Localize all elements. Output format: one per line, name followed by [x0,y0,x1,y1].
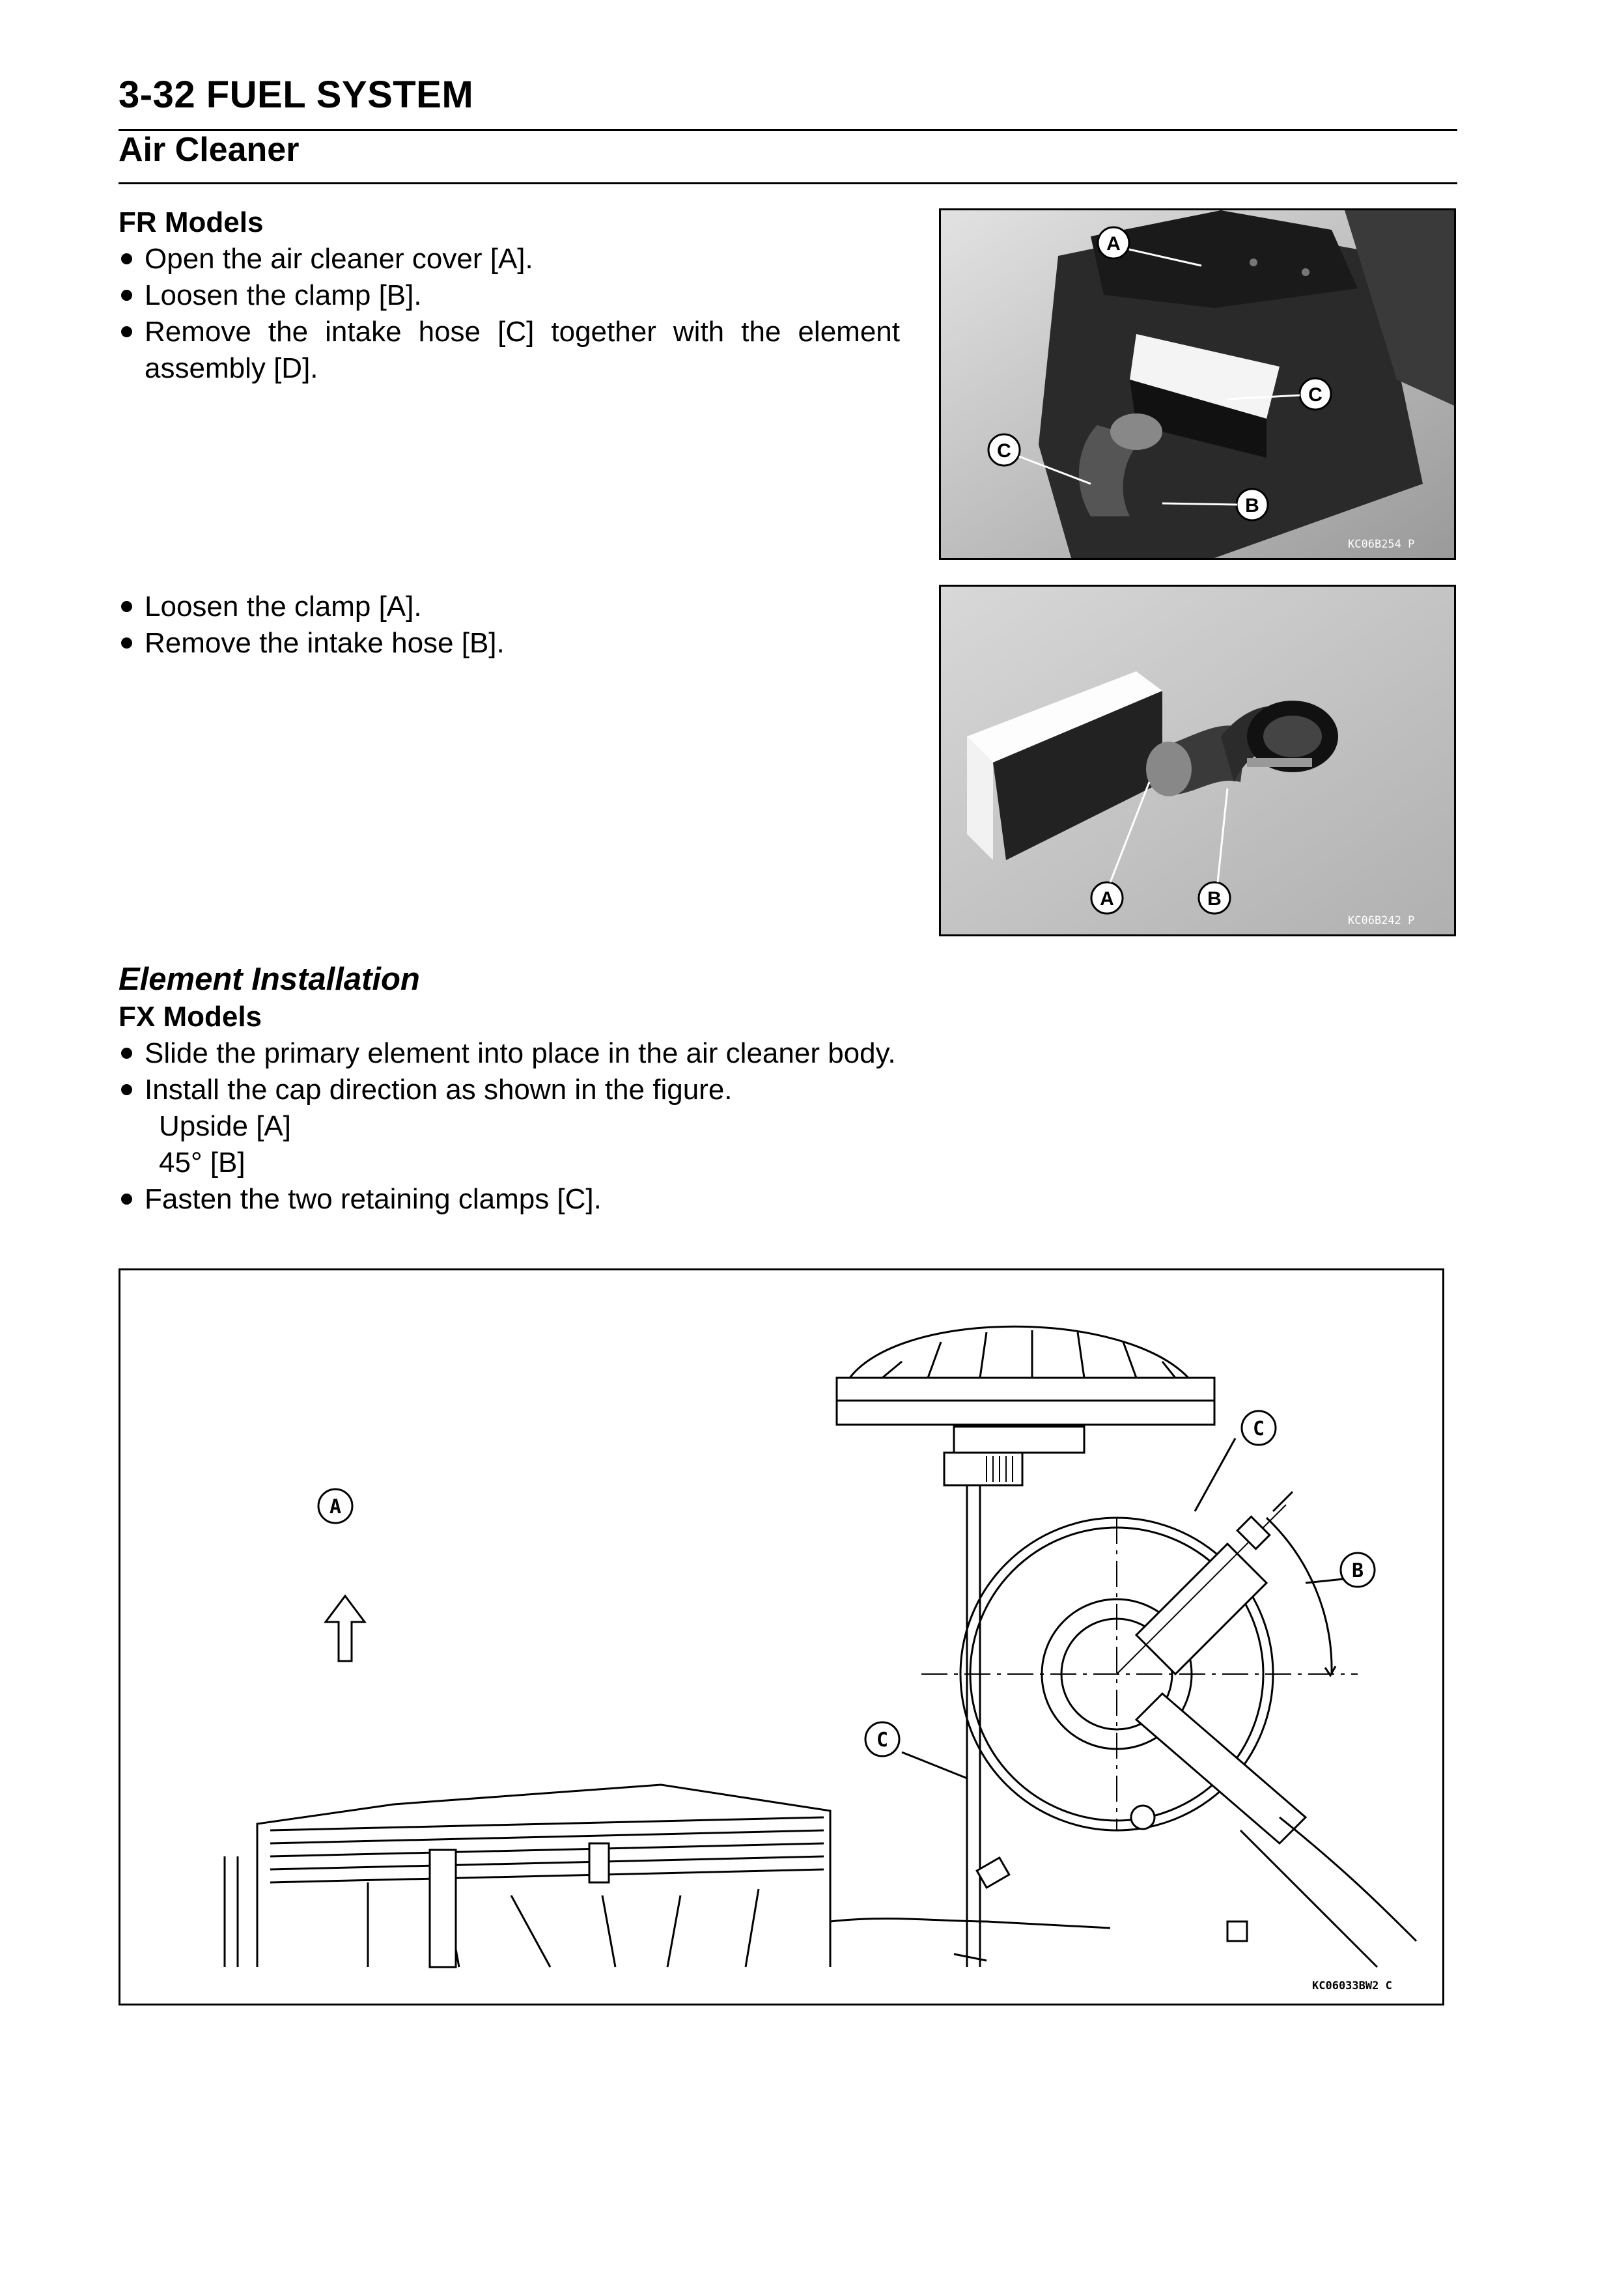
label-c: C [997,440,1011,462]
element-installation-block [119,961,900,1218]
step-open-cover: Open the air cleaner cover [A]. [119,241,900,277]
figure-code: KC06033BW2 C [1312,1979,1392,1992]
sub-upside: Upside [A] [159,1110,291,1142]
fr-models-block-2 [119,589,900,662]
label-a: A [329,1496,342,1518]
label-a: A [1106,233,1121,255]
label-a: A [1100,888,1114,910]
step-slide-element: Slide the primary element into place in the air cleaner body. [119,1035,900,1072]
photo-element-assembly [939,585,1456,936]
header-rule [119,129,1457,131]
step-remove-hose-b: Remove the intake hose [B]. [119,625,900,662]
section-title: Air Cleaner [119,131,300,169]
sub-45-degrees: 45° [B] [159,1147,245,1179]
label-b: B [1351,1559,1364,1582]
section-rule [119,182,1457,184]
step-fasten-clamps: Fasten the two retaining clamps [C]. [119,1181,900,1218]
cap-direction-drawing [119,1268,1444,2006]
label-b: B [1245,495,1259,516]
figure-code: KC06B242 P [1348,914,1415,927]
label-c: C [876,1729,889,1752]
step-loosen-clamp: Loosen the clamp [B]. [119,277,900,314]
label-c: C [1252,1418,1265,1440]
photo-air-cleaner-cover [939,208,1456,560]
element-installation-title: Element Installation [119,962,420,997]
fx-models-heading: FX Models [119,1001,262,1033]
fr-models-heading: FR Models [119,206,264,238]
step-remove-hose: Remove the intake hose [C] together with the element assembly [D]. [119,314,900,387]
fr-models-block [119,204,900,387]
figure-code: KC06B254 P [1348,538,1415,551]
step-install-cap: Install the cap direction as shown in the figure. [119,1072,900,1108]
step-loosen-clamp-a: Loosen the clamp [A]. [119,589,900,625]
page-header-title: 3-32 FUEL SYSTEM [119,74,474,116]
label-c: C [1308,384,1323,406]
label-b: B [1207,888,1222,910]
